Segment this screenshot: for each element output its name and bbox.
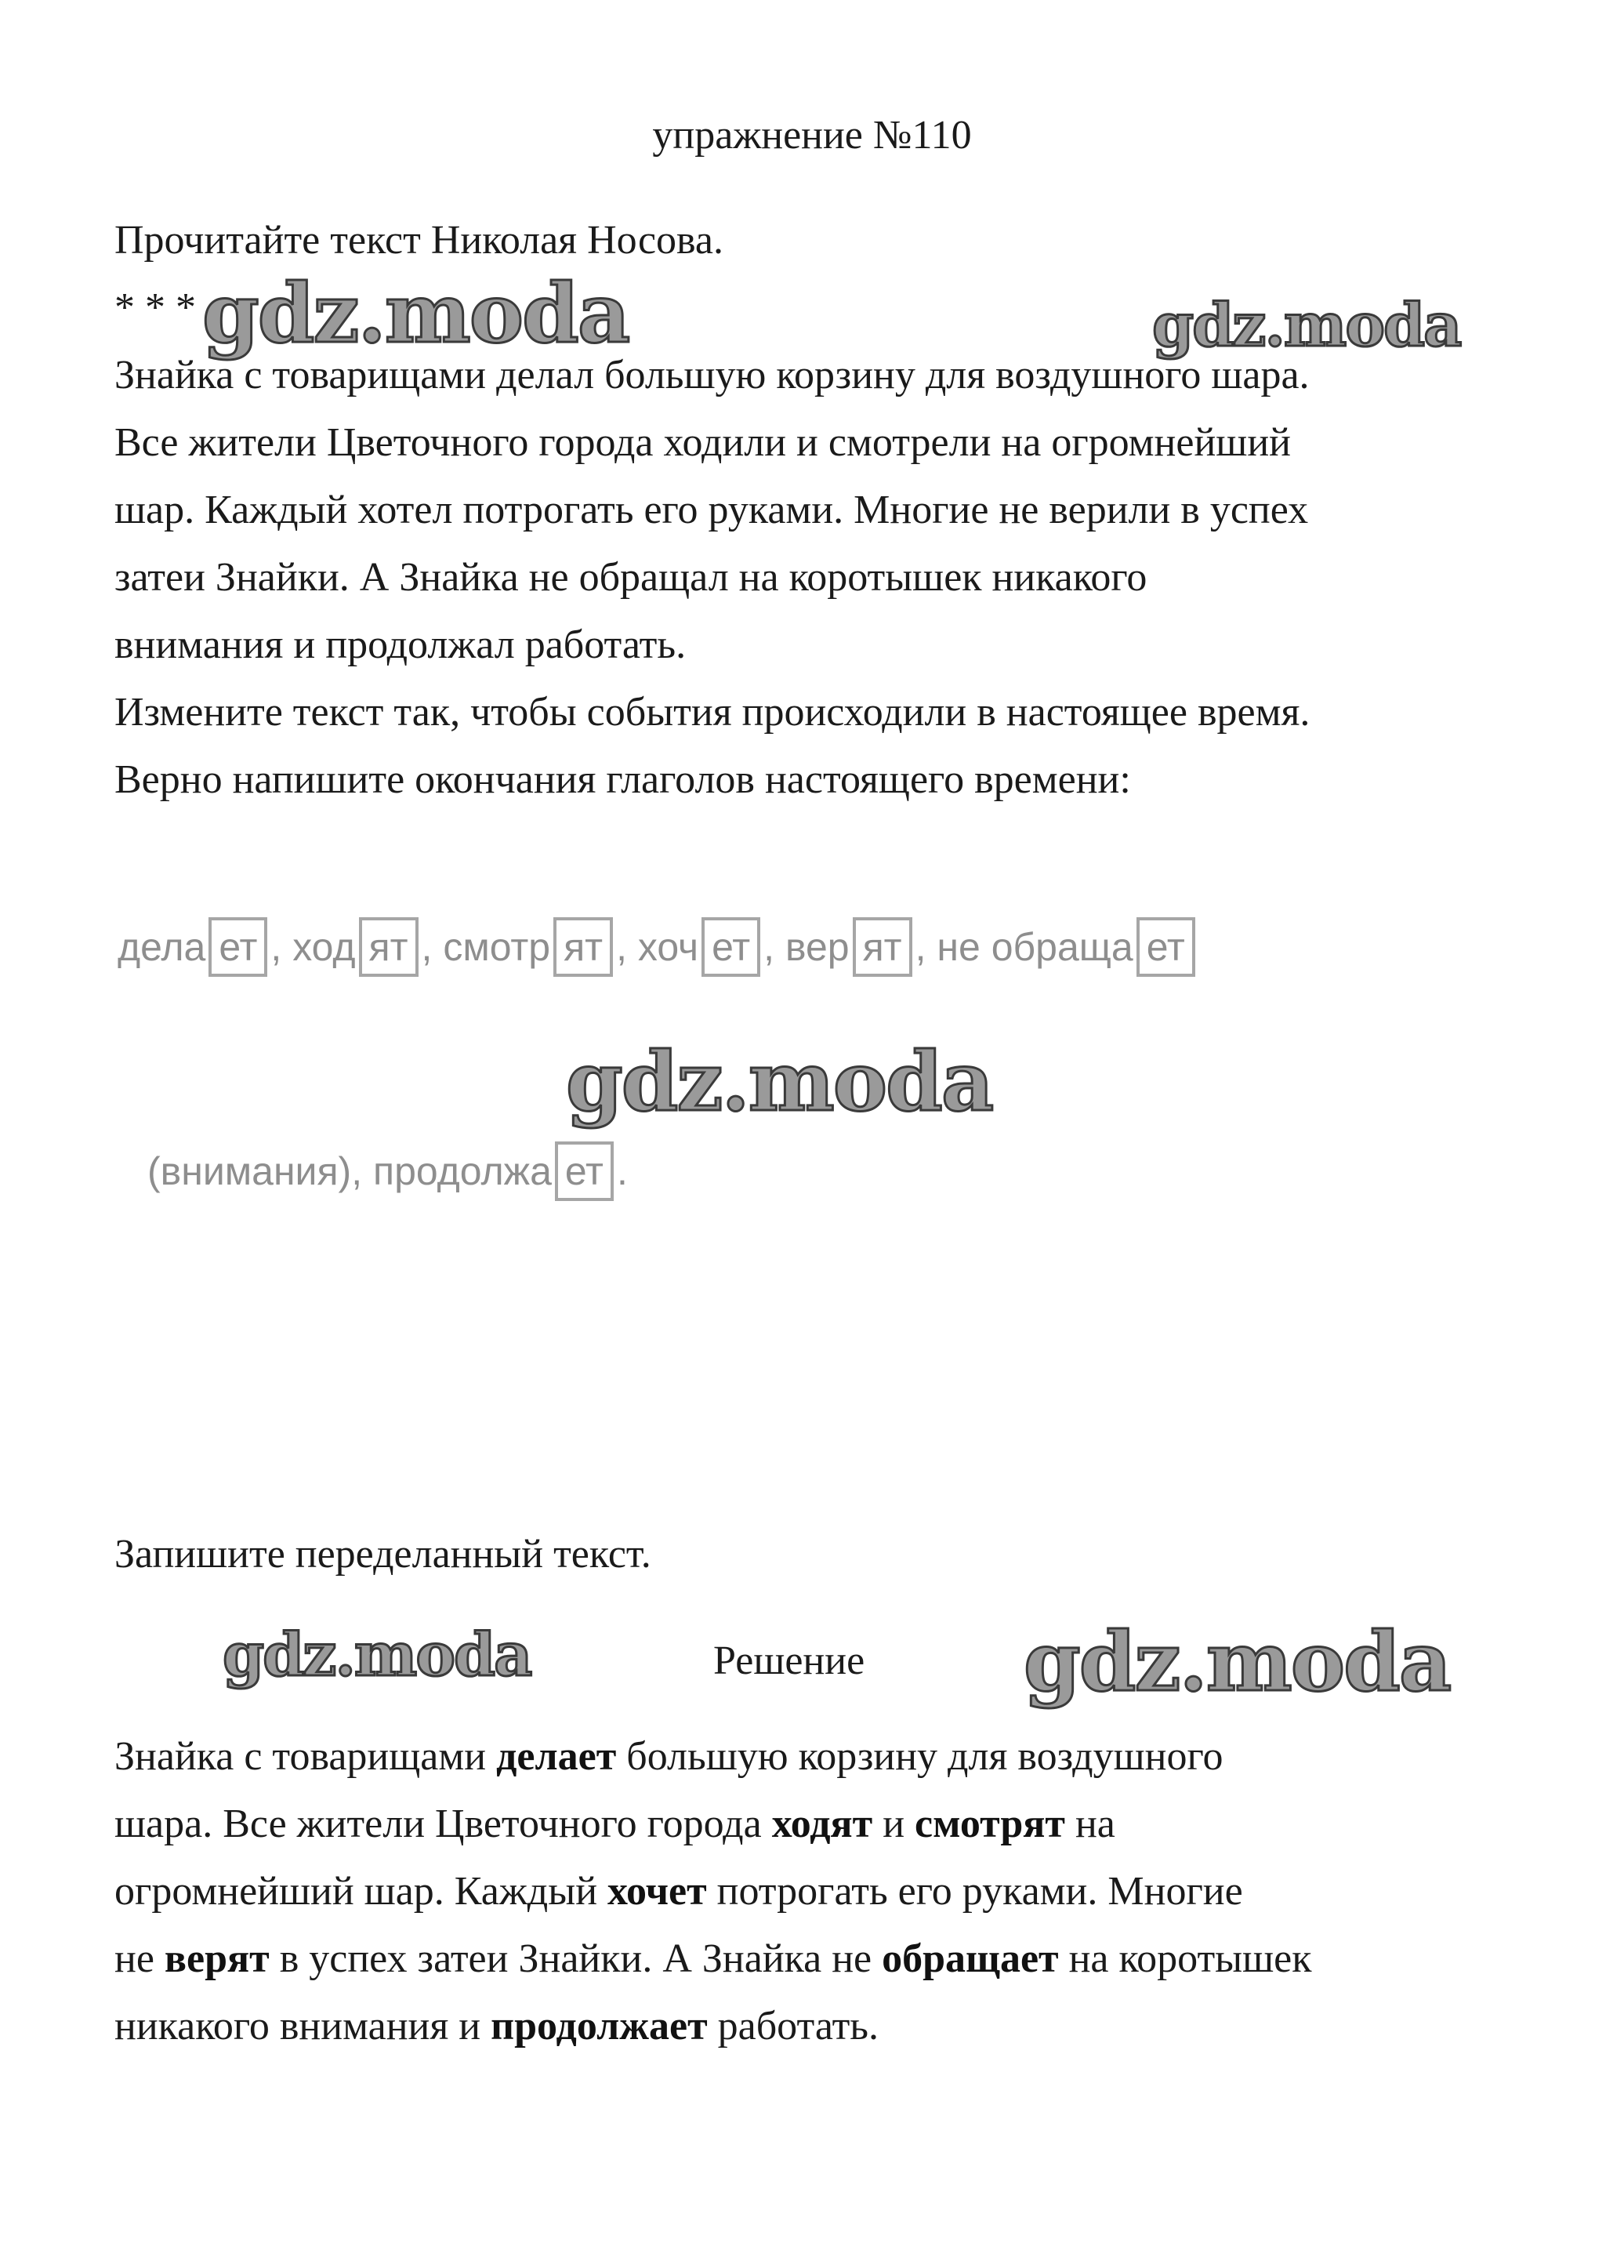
present-tense-verb: ходят: [771, 1802, 873, 1846]
solution-line: [114, 1925, 1564, 1993]
separator: ,: [270, 925, 282, 969]
present-tense-verb: делает: [496, 1734, 617, 1779]
verb-endings-answer-line-2: [147, 1141, 628, 1201]
solution-text-segment: огромнейший шар. Каждый: [114, 1869, 608, 1914]
watermark-text: gdz.moda: [202, 265, 629, 361]
ending-box: ят: [553, 917, 613, 977]
solution-text-segment: никакого внимания и: [114, 2004, 491, 2048]
ending-box: ет: [208, 917, 267, 977]
watermark-text: gdz.moda: [1024, 1613, 1451, 1710]
solution-line: [114, 1993, 1564, 2060]
solution-text-segment: потрогать его руками. Многие: [706, 1869, 1243, 1914]
solution-text-segment: на: [1064, 1802, 1115, 1846]
original-line: Знайка с товарищами делал большую корзину для воздушного шара.: [114, 353, 1310, 397]
separator: ,: [616, 925, 627, 969]
page-title: упражнение №110: [652, 113, 972, 158]
task-change-instruction: Измените текст так, чтобы события происходили в настоящее время.: [114, 690, 1310, 735]
present-tense-verb: продолжает: [491, 2004, 708, 2048]
separator: ,: [421, 925, 433, 969]
verb-stem: хоч: [637, 925, 699, 969]
verb-stem: дела: [118, 925, 206, 969]
original-line: Все жители Цветочного города ходили и смотрели на огромнейший: [114, 420, 1291, 465]
verb-stem: ход: [292, 925, 356, 969]
solution-text-segment: и: [872, 1802, 915, 1846]
verb-endings-answer-line: [118, 917, 1198, 977]
watermark-text: gdz.moda: [223, 1620, 531, 1689]
solution-line: [114, 1723, 1564, 1791]
separator: ,: [763, 925, 775, 969]
solution-text: [114, 1723, 1564, 2060]
original-line: внимания и продолжал работать.: [114, 622, 687, 667]
ending-box: ет: [555, 1141, 614, 1201]
watermark-text: gdz.moda: [566, 1033, 993, 1130]
original-line: шар. Каждый хотел потрогать его руками. Многие не верили в успех: [114, 488, 1309, 532]
solution-text-segment: работать.: [707, 2004, 879, 2048]
separator: .: [616, 1149, 628, 1193]
watermark-text: gdz.moda: [1152, 290, 1461, 360]
solution-text-segment: шара. Все жители Цветочного города: [114, 1802, 772, 1846]
ending-box: ят: [853, 917, 912, 977]
solution-text-segment: в успех затеи Знайки. А Знайка не: [269, 1936, 883, 1981]
present-tense-verb: хочет: [607, 1869, 707, 1914]
solution-line: [114, 1791, 1564, 1858]
original-text: [114, 342, 1564, 814]
ending-box: ят: [359, 917, 419, 977]
ending-box: ет: [701, 917, 760, 977]
task-write-instruction: Запишите переделанный текст.: [114, 1532, 651, 1577]
solution-text-segment: большую корзину для воздушного: [616, 1734, 1223, 1779]
solution-heading: Решение: [713, 1638, 865, 1683]
present-tense-verb: верят: [164, 1936, 270, 1981]
verb-stem: смотр: [443, 925, 551, 969]
present-tense-verb: смотрят: [915, 1802, 1065, 1846]
separator: ,: [915, 925, 926, 969]
solution-text-segment: не: [114, 1936, 165, 1981]
solution-line: [114, 1858, 1564, 1925]
task-endings-instruction: Верно напишите окончания глаголов настоящего времени:: [114, 757, 1131, 802]
ending-box: ет: [1136, 917, 1195, 977]
verb-stem: не обраща: [937, 925, 1133, 969]
original-line: затеи Знайки. А Знайка не обращал на коротышек никакого: [114, 555, 1147, 600]
solution-text-segment: Знайка с товарищами: [114, 1734, 497, 1779]
verb-stem: вер: [785, 925, 850, 969]
solution-text-segment: на коротышек: [1058, 1936, 1312, 1981]
verb-stem: (внимания), продолжа: [147, 1149, 552, 1193]
stars-separator: * * *: [114, 285, 196, 330]
present-tense-verb: обращает: [882, 1936, 1059, 1981]
task-read-instruction: Прочитайте текст Николая Носова.: [114, 218, 723, 263]
